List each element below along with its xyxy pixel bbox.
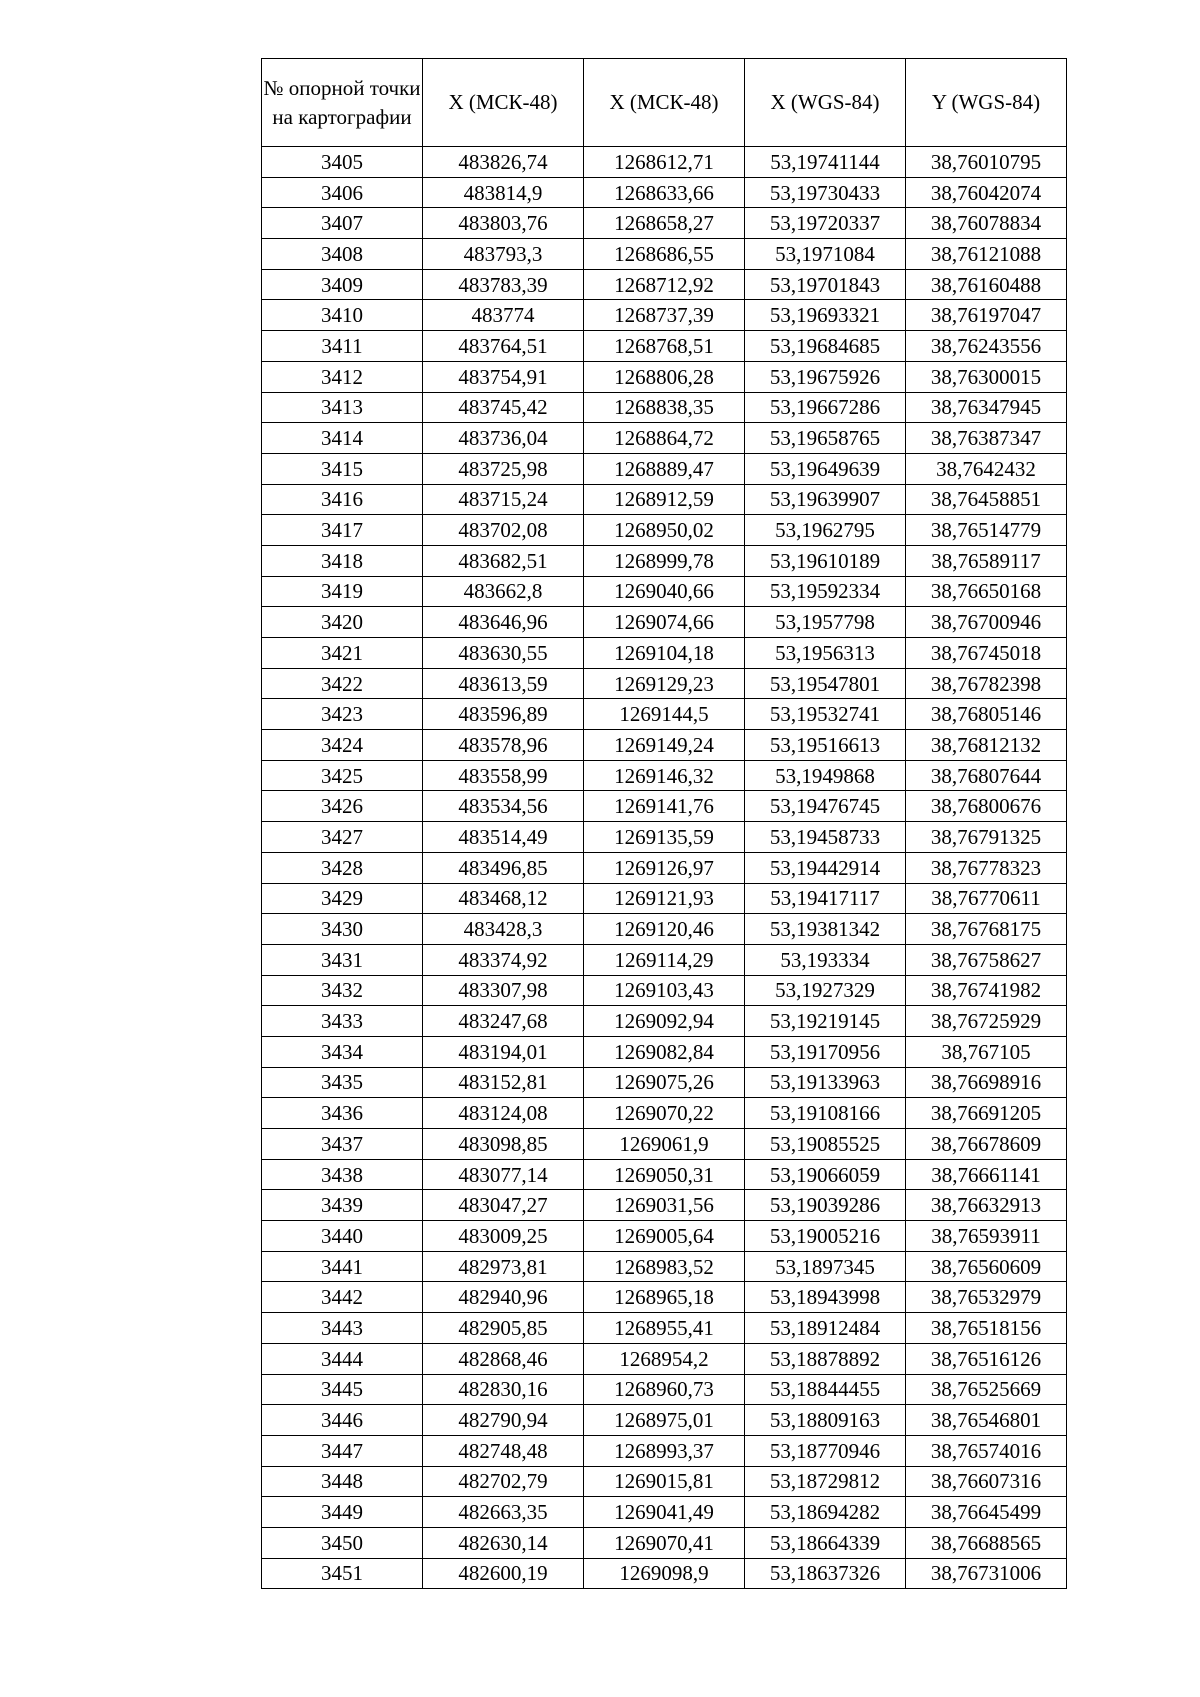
cell-point-number: 3437 <box>262 1129 423 1160</box>
header-x-msk48-second: X (МСК-48) <box>584 59 745 147</box>
table-row <box>262 1006 1067 1037</box>
cell-x-msk48-second: 1268838,35 <box>584 392 745 423</box>
cell-x-msk48-second: 1269141,76 <box>584 791 745 822</box>
table-row <box>262 1405 1067 1436</box>
cell-x-msk48-second: 1268950,02 <box>584 515 745 546</box>
cell-y-wgs84: 38,76243556 <box>906 331 1067 362</box>
cell-x-msk48: 483745,42 <box>423 392 584 423</box>
cell-y-wgs84: 38,76632913 <box>906 1190 1067 1221</box>
cell-y-wgs84: 38,76698916 <box>906 1067 1067 1098</box>
table-row <box>262 1313 1067 1344</box>
cell-x-msk48: 483736,04 <box>423 423 584 454</box>
cell-point-number: 3439 <box>262 1190 423 1221</box>
cell-y-wgs84: 38,767105 <box>906 1036 1067 1067</box>
cell-x-msk48-second: 1269126,97 <box>584 852 745 883</box>
table-row <box>262 331 1067 362</box>
cell-x-msk48: 483468,12 <box>423 883 584 914</box>
cell-x-msk48-second: 1269005,64 <box>584 1221 745 1252</box>
cell-x-msk48: 483247,68 <box>423 1006 584 1037</box>
cell-x-msk48-second: 1268965,18 <box>584 1282 745 1313</box>
cell-y-wgs84: 38,76525669 <box>906 1374 1067 1405</box>
cell-x-msk48-second: 1269104,18 <box>584 638 745 669</box>
cell-y-wgs84: 38,76516126 <box>906 1343 1067 1374</box>
cell-y-wgs84: 38,76768175 <box>906 914 1067 945</box>
cell-x-wgs84: 53,1957798 <box>745 607 906 638</box>
cell-x-msk48-second: 1268686,55 <box>584 239 745 270</box>
cell-point-number: 3421 <box>262 638 423 669</box>
table-row <box>262 1497 1067 1528</box>
cell-point-number: 3427 <box>262 822 423 853</box>
cell-x-wgs84: 53,19442914 <box>745 852 906 883</box>
table-row <box>262 545 1067 576</box>
cell-x-msk48-second: 1268912,59 <box>584 484 745 515</box>
cell-x-msk48-second: 1268712,92 <box>584 269 745 300</box>
cell-y-wgs84: 38,76770611 <box>906 883 1067 914</box>
cell-point-number: 3442 <box>262 1282 423 1313</box>
header-point-number: № опорной точки на картографии <box>262 59 423 147</box>
cell-x-wgs84: 53,19381342 <box>745 914 906 945</box>
cell-y-wgs84: 38,76458851 <box>906 484 1067 515</box>
table-row <box>262 914 1067 945</box>
table-row <box>262 944 1067 975</box>
cell-x-msk48-second: 1268975,01 <box>584 1405 745 1436</box>
cell-point-number: 3407 <box>262 208 423 239</box>
cell-x-msk48-second: 1268612,71 <box>584 147 745 178</box>
cell-y-wgs84: 38,76791325 <box>906 822 1067 853</box>
cell-x-wgs84: 53,19701843 <box>745 269 906 300</box>
cell-x-msk48: 482663,35 <box>423 1497 584 1528</box>
cell-point-number: 3448 <box>262 1466 423 1497</box>
cell-y-wgs84: 38,76691205 <box>906 1098 1067 1129</box>
cell-y-wgs84: 38,76800676 <box>906 791 1067 822</box>
cell-point-number: 3436 <box>262 1098 423 1129</box>
cell-point-number: 3433 <box>262 1006 423 1037</box>
cell-x-msk48-second: 1269120,46 <box>584 914 745 945</box>
cell-x-msk48-second: 1269074,66 <box>584 607 745 638</box>
cell-x-msk48: 483774 <box>423 300 584 331</box>
cell-x-msk48: 483534,56 <box>423 791 584 822</box>
cell-y-wgs84: 38,76042074 <box>906 177 1067 208</box>
cell-x-msk48-second: 1268999,78 <box>584 545 745 576</box>
cell-x-wgs84: 53,18809163 <box>745 1405 906 1436</box>
cell-y-wgs84: 38,76560609 <box>906 1251 1067 1282</box>
cell-x-wgs84: 53,19639907 <box>745 484 906 515</box>
cell-x-wgs84: 53,18844455 <box>745 1374 906 1405</box>
table-row <box>262 1098 1067 1129</box>
cell-x-msk48: 482830,16 <box>423 1374 584 1405</box>
cell-x-msk48: 483803,76 <box>423 208 584 239</box>
cell-x-msk48-second: 1269129,23 <box>584 668 745 699</box>
cell-x-msk48-second: 1268993,37 <box>584 1435 745 1466</box>
table-row <box>262 1221 1067 1252</box>
cell-point-number: 3422 <box>262 668 423 699</box>
cell-x-msk48: 482702,79 <box>423 1466 584 1497</box>
cell-y-wgs84: 38,76650168 <box>906 576 1067 607</box>
cell-x-msk48-second: 1268983,52 <box>584 1251 745 1282</box>
cell-point-number: 3441 <box>262 1251 423 1282</box>
cell-x-msk48-second: 1269114,29 <box>584 944 745 975</box>
cell-x-msk48: 483514,49 <box>423 822 584 853</box>
cell-x-msk48-second: 1269082,84 <box>584 1036 745 1067</box>
table-row <box>262 361 1067 392</box>
cell-x-wgs84: 53,18770946 <box>745 1435 906 1466</box>
cell-x-wgs84: 53,19039286 <box>745 1190 906 1221</box>
header-x-wgs84: X (WGS-84) <box>745 59 906 147</box>
cell-x-msk48: 483047,27 <box>423 1190 584 1221</box>
cell-x-msk48-second: 1269061,9 <box>584 1129 745 1160</box>
table-row <box>262 760 1067 791</box>
cell-point-number: 3426 <box>262 791 423 822</box>
cell-x-msk48: 483496,85 <box>423 852 584 883</box>
cell-x-wgs84: 53,19417117 <box>745 883 906 914</box>
cell-x-msk48-second: 1268864,72 <box>584 423 745 454</box>
cell-x-wgs84: 53,19684685 <box>745 331 906 362</box>
cell-y-wgs84: 38,76010795 <box>906 147 1067 178</box>
cell-y-wgs84: 38,76645499 <box>906 1497 1067 1528</box>
header-row <box>262 59 1067 147</box>
cell-point-number: 3440 <box>262 1221 423 1252</box>
cell-x-msk48-second: 1268768,51 <box>584 331 745 362</box>
cell-point-number: 3414 <box>262 423 423 454</box>
cell-y-wgs84: 38,76347945 <box>906 392 1067 423</box>
cell-point-number: 3451 <box>262 1558 423 1589</box>
cell-point-number: 3408 <box>262 239 423 270</box>
cell-point-number: 3420 <box>262 607 423 638</box>
cell-x-msk48: 483152,81 <box>423 1067 584 1098</box>
cell-x-wgs84: 53,19476745 <box>745 791 906 822</box>
cell-x-msk48: 482940,96 <box>423 1282 584 1313</box>
table-body <box>262 147 1067 1589</box>
table-row <box>262 177 1067 208</box>
cell-point-number: 3412 <box>262 361 423 392</box>
cell-y-wgs84: 38,76593911 <box>906 1221 1067 1252</box>
table-row <box>262 1343 1067 1374</box>
cell-x-msk48: 482748,48 <box>423 1435 584 1466</box>
cell-point-number: 3405 <box>262 147 423 178</box>
table-row <box>262 453 1067 484</box>
cell-y-wgs84: 38,76678609 <box>906 1129 1067 1160</box>
cell-x-msk48: 483754,91 <box>423 361 584 392</box>
cell-x-msk48: 483793,3 <box>423 239 584 270</box>
cell-x-wgs84: 53,19720337 <box>745 208 906 239</box>
table-row <box>262 392 1067 423</box>
cell-x-msk48: 483194,01 <box>423 1036 584 1067</box>
cell-point-number: 3424 <box>262 730 423 761</box>
cell-point-number: 3443 <box>262 1313 423 1344</box>
cell-y-wgs84: 38,76574016 <box>906 1435 1067 1466</box>
table-row <box>262 668 1067 699</box>
table-row <box>262 852 1067 883</box>
cell-x-wgs84: 53,19219145 <box>745 1006 906 1037</box>
cell-x-msk48: 483558,99 <box>423 760 584 791</box>
cell-x-msk48-second: 1269121,93 <box>584 883 745 914</box>
table-row <box>262 975 1067 1006</box>
cell-x-wgs84: 53,19741144 <box>745 147 906 178</box>
cell-x-wgs84: 53,18694282 <box>745 1497 906 1528</box>
cell-point-number: 3425 <box>262 760 423 791</box>
cell-x-wgs84: 53,19108166 <box>745 1098 906 1129</box>
cell-x-wgs84: 53,19133963 <box>745 1067 906 1098</box>
table-row <box>262 1466 1067 1497</box>
table-row <box>262 1129 1067 1160</box>
cell-x-wgs84: 53,18912484 <box>745 1313 906 1344</box>
cell-point-number: 3415 <box>262 453 423 484</box>
cell-x-wgs84: 53,19658765 <box>745 423 906 454</box>
cell-x-msk48-second: 1268889,47 <box>584 453 745 484</box>
cell-x-msk48: 483009,25 <box>423 1221 584 1252</box>
cell-x-wgs84: 53,18664339 <box>745 1527 906 1558</box>
cell-point-number: 3418 <box>262 545 423 576</box>
table-row <box>262 208 1067 239</box>
cell-point-number: 3411 <box>262 331 423 362</box>
table-row <box>262 883 1067 914</box>
cell-x-msk48-second: 1268954,2 <box>584 1343 745 1374</box>
cell-y-wgs84: 38,76778323 <box>906 852 1067 883</box>
cell-x-wgs84: 53,19066059 <box>745 1159 906 1190</box>
table-row <box>262 484 1067 515</box>
cell-x-msk48: 483682,51 <box>423 545 584 576</box>
cell-point-number: 3416 <box>262 484 423 515</box>
cell-point-number: 3419 <box>262 576 423 607</box>
cell-y-wgs84: 38,76700946 <box>906 607 1067 638</box>
cell-y-wgs84: 38,76812132 <box>906 730 1067 761</box>
table-row <box>262 1190 1067 1221</box>
cell-x-msk48: 482868,46 <box>423 1343 584 1374</box>
cell-x-wgs84: 53,19458733 <box>745 822 906 853</box>
cell-point-number: 3409 <box>262 269 423 300</box>
cell-y-wgs84: 38,7642432 <box>906 453 1067 484</box>
cell-y-wgs84: 38,76741982 <box>906 975 1067 1006</box>
table-row <box>262 607 1067 638</box>
table-row <box>262 822 1067 853</box>
cell-y-wgs84: 38,76160488 <box>906 269 1067 300</box>
cell-point-number: 3431 <box>262 944 423 975</box>
cell-x-wgs84: 53,19516613 <box>745 730 906 761</box>
cell-y-wgs84: 38,76731006 <box>906 1558 1067 1589</box>
cell-x-msk48-second: 1269075,26 <box>584 1067 745 1098</box>
cell-point-number: 3438 <box>262 1159 423 1190</box>
cell-x-msk48-second: 1269149,24 <box>584 730 745 761</box>
cell-x-msk48-second: 1268737,39 <box>584 300 745 331</box>
table-row <box>262 515 1067 546</box>
cell-x-msk48-second: 1269050,31 <box>584 1159 745 1190</box>
cell-x-msk48-second: 1269135,59 <box>584 822 745 853</box>
table-row <box>262 147 1067 178</box>
cell-x-wgs84: 53,19649639 <box>745 453 906 484</box>
cell-y-wgs84: 38,76745018 <box>906 638 1067 669</box>
cell-x-wgs84: 53,19170956 <box>745 1036 906 1067</box>
cell-x-msk48-second: 1269092,94 <box>584 1006 745 1037</box>
cell-x-msk48: 482600,19 <box>423 1558 584 1589</box>
cell-x-msk48-second: 1269070,22 <box>584 1098 745 1129</box>
cell-y-wgs84: 38,76078834 <box>906 208 1067 239</box>
cell-x-msk48-second: 1269040,66 <box>584 576 745 607</box>
cell-x-msk48-second: 1269015,81 <box>584 1466 745 1497</box>
cell-x-wgs84: 53,19675926 <box>745 361 906 392</box>
cell-x-msk48: 483428,3 <box>423 914 584 945</box>
cell-x-msk48-second: 1268658,27 <box>584 208 745 239</box>
cell-point-number: 3413 <box>262 392 423 423</box>
cell-x-msk48-second: 1269103,43 <box>584 975 745 1006</box>
table-row <box>262 1558 1067 1589</box>
cell-y-wgs84: 38,76782398 <box>906 668 1067 699</box>
cell-x-wgs84: 53,1971084 <box>745 239 906 270</box>
cell-point-number: 3450 <box>262 1527 423 1558</box>
cell-y-wgs84: 38,76807644 <box>906 760 1067 791</box>
table-header <box>262 59 1067 147</box>
cell-x-msk48: 483098,85 <box>423 1129 584 1160</box>
cell-x-wgs84: 53,18878892 <box>745 1343 906 1374</box>
cell-x-msk48: 483374,92 <box>423 944 584 975</box>
cell-x-wgs84: 53,19005216 <box>745 1221 906 1252</box>
cell-y-wgs84: 38,76725929 <box>906 1006 1067 1037</box>
cell-y-wgs84: 38,76518156 <box>906 1313 1067 1344</box>
cell-x-msk48: 483783,39 <box>423 269 584 300</box>
cell-y-wgs84: 38,76758627 <box>906 944 1067 975</box>
cell-x-wgs84: 53,18637326 <box>745 1558 906 1589</box>
cell-y-wgs84: 38,76688565 <box>906 1527 1067 1558</box>
cell-x-wgs84: 53,19592334 <box>745 576 906 607</box>
table-row <box>262 699 1067 730</box>
cell-x-msk48: 483578,96 <box>423 730 584 761</box>
cell-x-msk48-second: 1269098,9 <box>584 1558 745 1589</box>
table-row <box>262 300 1067 331</box>
cell-y-wgs84: 38,76121088 <box>906 239 1067 270</box>
cell-x-msk48-second: 1269031,56 <box>584 1190 745 1221</box>
cell-x-msk48-second: 1268960,73 <box>584 1374 745 1405</box>
cell-x-msk48: 483307,98 <box>423 975 584 1006</box>
table-row <box>262 1159 1067 1190</box>
cell-x-msk48: 483662,8 <box>423 576 584 607</box>
table-row <box>262 269 1067 300</box>
cell-x-wgs84: 53,19547801 <box>745 668 906 699</box>
table-row <box>262 1527 1067 1558</box>
table-row <box>262 576 1067 607</box>
cell-x-wgs84: 53,18943998 <box>745 1282 906 1313</box>
cell-x-msk48: 483814,9 <box>423 177 584 208</box>
cell-y-wgs84: 38,76514779 <box>906 515 1067 546</box>
cell-x-msk48: 483646,96 <box>423 607 584 638</box>
cell-x-msk48: 483613,59 <box>423 668 584 699</box>
cell-point-number: 3449 <box>262 1497 423 1528</box>
cell-x-wgs84: 53,1927329 <box>745 975 906 1006</box>
cell-x-wgs84: 53,1962795 <box>745 515 906 546</box>
cell-x-msk48-second: 1269070,41 <box>584 1527 745 1558</box>
cell-x-msk48: 483596,89 <box>423 699 584 730</box>
cell-point-number: 3406 <box>262 177 423 208</box>
cell-x-msk48: 483725,98 <box>423 453 584 484</box>
cell-point-number: 3417 <box>262 515 423 546</box>
cell-x-msk48-second: 1269041,49 <box>584 1497 745 1528</box>
cell-x-msk48: 483124,08 <box>423 1098 584 1129</box>
cell-x-wgs84: 53,1897345 <box>745 1251 906 1282</box>
table-row <box>262 423 1067 454</box>
cell-x-wgs84: 53,19085525 <box>745 1129 906 1160</box>
cell-x-msk48-second: 1268633,66 <box>584 177 745 208</box>
cell-y-wgs84: 38,76300015 <box>906 361 1067 392</box>
table-row <box>262 1435 1067 1466</box>
cell-x-msk48: 482973,81 <box>423 1251 584 1282</box>
cell-x-msk48-second: 1269146,32 <box>584 760 745 791</box>
cell-x-msk48-second: 1269144,5 <box>584 699 745 730</box>
table-row <box>262 1067 1067 1098</box>
cell-x-wgs84: 53,1949868 <box>745 760 906 791</box>
cell-y-wgs84: 38,76546801 <box>906 1405 1067 1436</box>
cell-y-wgs84: 38,76197047 <box>906 300 1067 331</box>
cell-y-wgs84: 38,76607316 <box>906 1466 1067 1497</box>
table-row <box>262 730 1067 761</box>
table-row <box>262 1282 1067 1313</box>
cell-x-msk48: 482630,14 <box>423 1527 584 1558</box>
cell-y-wgs84: 38,76532979 <box>906 1282 1067 1313</box>
cell-point-number: 3428 <box>262 852 423 883</box>
cell-point-number: 3435 <box>262 1067 423 1098</box>
cell-x-wgs84: 53,19610189 <box>745 545 906 576</box>
cell-x-msk48: 482790,94 <box>423 1405 584 1436</box>
cell-y-wgs84: 38,76805146 <box>906 699 1067 730</box>
cell-point-number: 3444 <box>262 1343 423 1374</box>
cell-x-wgs84: 53,19730433 <box>745 177 906 208</box>
cell-point-number: 3447 <box>262 1435 423 1466</box>
table-row <box>262 1374 1067 1405</box>
cell-x-msk48: 483077,14 <box>423 1159 584 1190</box>
cell-x-wgs84: 53,19532741 <box>745 699 906 730</box>
cell-point-number: 3432 <box>262 975 423 1006</box>
header-y-wgs84: Y (WGS-84) <box>906 59 1067 147</box>
cell-x-msk48: 483764,51 <box>423 331 584 362</box>
cell-x-msk48: 483630,55 <box>423 638 584 669</box>
cell-y-wgs84: 38,76589117 <box>906 545 1067 576</box>
cell-point-number: 3429 <box>262 883 423 914</box>
cell-point-number: 3430 <box>262 914 423 945</box>
cell-x-msk48: 482905,85 <box>423 1313 584 1344</box>
cell-x-wgs84: 53,1956313 <box>745 638 906 669</box>
table-row <box>262 638 1067 669</box>
cell-point-number: 3423 <box>262 699 423 730</box>
cell-point-number: 3434 <box>262 1036 423 1067</box>
cell-x-msk48-second: 1268955,41 <box>584 1313 745 1344</box>
cell-x-msk48: 483715,24 <box>423 484 584 515</box>
header-x-msk48: X (МСК-48) <box>423 59 584 147</box>
cell-point-number: 3445 <box>262 1374 423 1405</box>
cell-y-wgs84: 38,76661141 <box>906 1159 1067 1190</box>
cell-x-wgs84: 53,19693321 <box>745 300 906 331</box>
cell-x-wgs84: 53,18729812 <box>745 1466 906 1497</box>
table-row <box>262 1251 1067 1282</box>
cell-point-number: 3446 <box>262 1405 423 1436</box>
cell-x-wgs84: 53,19667286 <box>745 392 906 423</box>
cell-x-wgs84: 53,193334 <box>745 944 906 975</box>
cell-x-msk48-second: 1268806,28 <box>584 361 745 392</box>
cell-y-wgs84: 38,76387347 <box>906 423 1067 454</box>
table-row <box>262 239 1067 270</box>
table-row <box>262 1036 1067 1067</box>
coordinates-table <box>261 58 1067 1589</box>
cell-point-number: 3410 <box>262 300 423 331</box>
table-row <box>262 791 1067 822</box>
cell-x-msk48: 483826,74 <box>423 147 584 178</box>
cell-x-msk48: 483702,08 <box>423 515 584 546</box>
